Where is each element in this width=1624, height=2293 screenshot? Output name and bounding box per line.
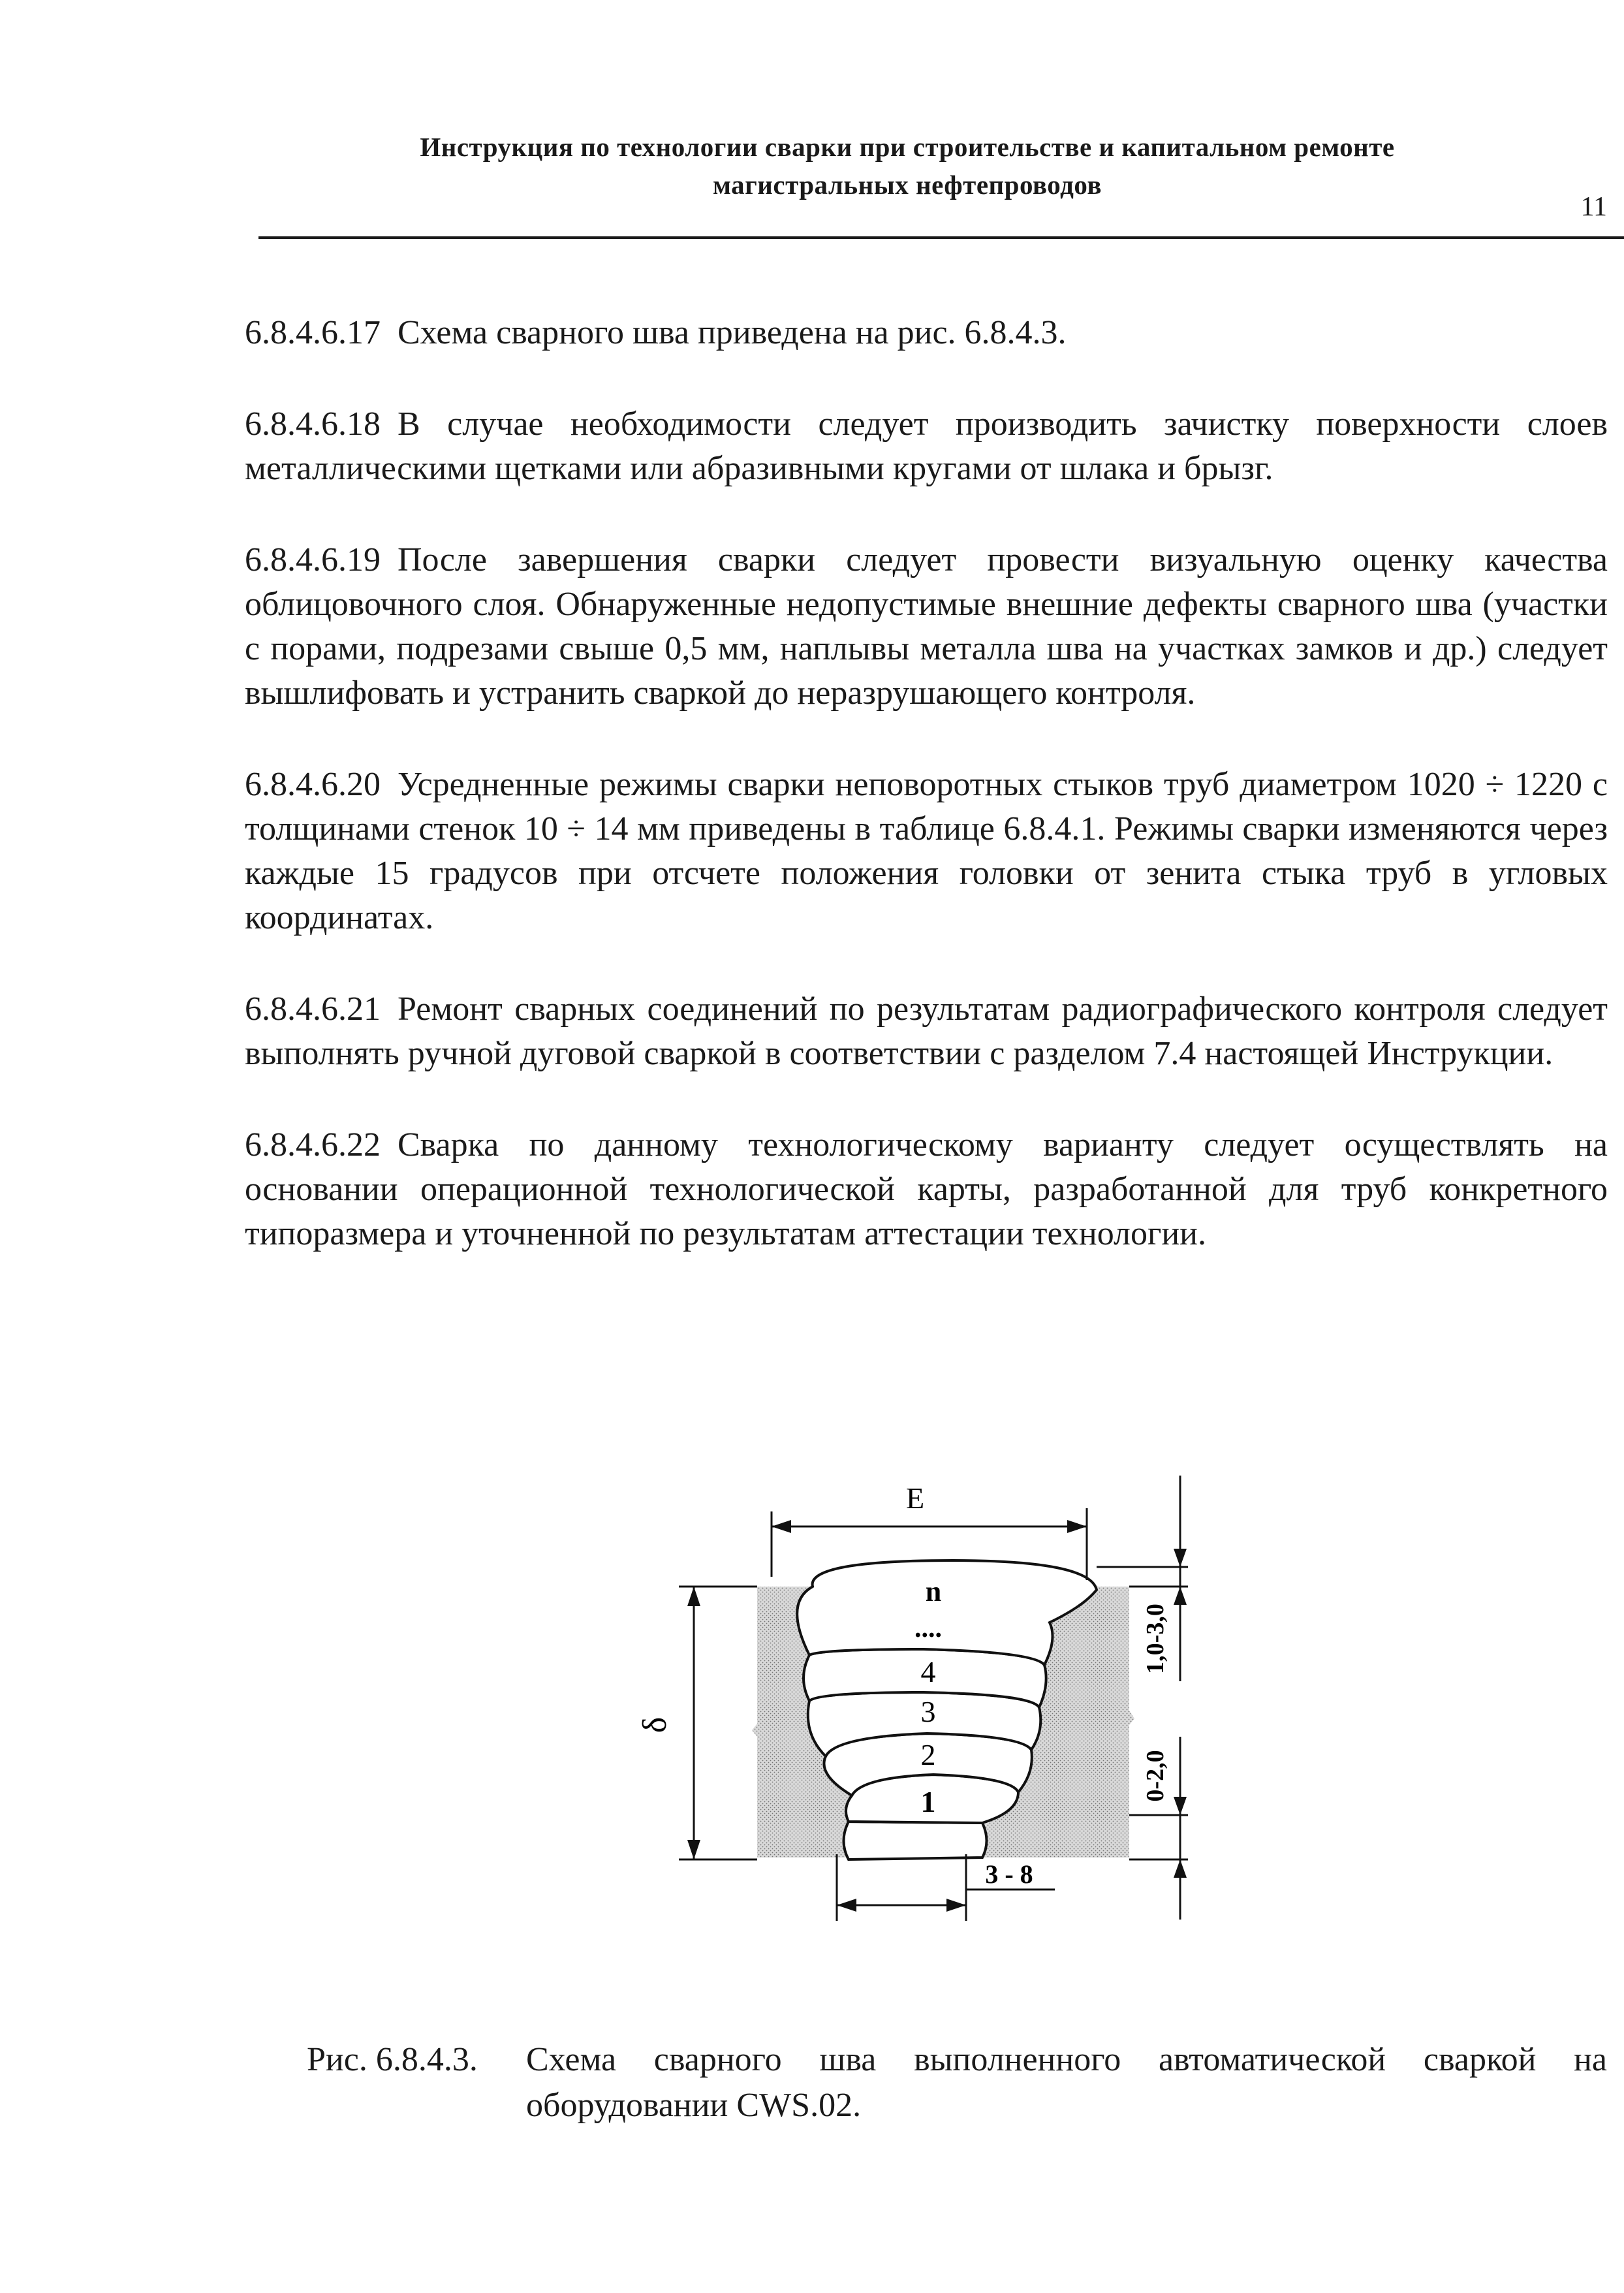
paragraph-number: 6.8.4.6.19 bbox=[245, 541, 381, 578]
paragraph-number: 6.8.4.6.21 bbox=[245, 990, 381, 1028]
pass-label-2: 2 bbox=[920, 1738, 936, 1771]
paragraph-text: Ремонт сварных соединений по результатам радиографического контроля следует выполнять ручной дуговой сваркой в соответствии с разделом 7.4 настоящей Инструкции. bbox=[245, 990, 1608, 1072]
dimension-cap-arrow-up bbox=[1174, 1587, 1187, 1605]
dimension-thickness-arrow-top bbox=[687, 1587, 700, 1606]
dimension-label-e: E bbox=[905, 1481, 925, 1515]
paragraph-text: Сварка по данному технологическому варианту следует осуществлять на основании операционной технологической карты, разработанной для труб конкретного типоразмера и уточненной по результатам аттестации технологии. bbox=[245, 1126, 1608, 1252]
pass-label-4: 4 bbox=[920, 1655, 936, 1688]
paragraph-6-8-4-6-17 bbox=[245, 311, 1608, 355]
pass-label-ellipsis: .... bbox=[914, 1613, 942, 1643]
weld-pass-n bbox=[797, 1560, 1097, 1665]
paragraph-text: В случае необходимости следует производить зачистку поверхности слоев металлическими щетками или абразивными кругами от шлака и брызг. bbox=[245, 405, 1608, 487]
weld-scheme-figure bbox=[627, 1456, 1253, 1952]
paragraph-number: 6.8.4.6.17 bbox=[245, 314, 381, 351]
paragraph-text: Схема сварного шва приведена на рис. 6.8.4.3. bbox=[398, 314, 1067, 351]
pass-label-1: 1 bbox=[920, 1785, 936, 1818]
dimension-label-thickness: δ bbox=[636, 1716, 674, 1733]
paragraph-number: 6.8.4.6.22 bbox=[245, 1126, 381, 1163]
figure-caption bbox=[307, 2037, 1607, 2128]
page-header bbox=[261, 128, 1554, 204]
dimension-label-root-face: 0-2,0 bbox=[1142, 1750, 1169, 1802]
weld-scheme-diagram bbox=[627, 1456, 1253, 1952]
paragraph-text: После завершения сварки следует провести визуальную оценку качества облицовочного слоя. Обнаруженные недопустимые внешние дефекты сварного шва (участки с порами, подрезами свыше 0,5 мм, наплывы металла шва на участках замков и др.) следует вышлифовать и устранить сваркой до неразрушающего контроля. bbox=[245, 541, 1608, 712]
header-title-line-2: магистральных нефтепроводов bbox=[713, 170, 1102, 200]
dimension-label-root-gap: 3 - 8 bbox=[985, 1859, 1033, 1889]
caption-text: Схема сварного шва выполненного автоматической сваркой на оборудовании CWS.02. bbox=[526, 2041, 1607, 2124]
paragraph-6-8-4-6-22 bbox=[245, 1123, 1608, 1256]
caption-label: Рис. 6.8.4.3. bbox=[307, 2041, 478, 2078]
pass-label-n: n bbox=[925, 1575, 942, 1607]
dimension-gap-arrow-right bbox=[946, 1899, 966, 1912]
body-text bbox=[245, 311, 1608, 1303]
dimension-gap-arrow-left bbox=[837, 1899, 856, 1912]
dimension-root-face-arrow-up bbox=[1174, 1859, 1187, 1878]
pass-label-3: 3 bbox=[920, 1695, 936, 1728]
paragraph-6-8-4-6-21 bbox=[245, 987, 1608, 1076]
dimension-label-cap-height: 1,0-3,0 bbox=[1142, 1604, 1169, 1674]
header-title-line-1: Инструкция по технологии сварки при строительстве и капитальном ремонте bbox=[420, 132, 1395, 162]
dimension-cap-arrow-down bbox=[1174, 1549, 1187, 1567]
paragraph-6-8-4-6-19 bbox=[245, 538, 1608, 716]
weld-pass-1 bbox=[844, 1822, 987, 1859]
dimension-e-arrow-right bbox=[1067, 1520, 1087, 1533]
paragraph-text: Усредненные режимы сварки неповоротных стыков труб диаметром 1020 ÷ 1220 с толщинами стенок 10 ÷ 14 мм приведены в таблице 6.8.4.1. Режимы сварки изменяются через каждые 15 градусов при отсчете положения головки от зенита стыка труб в угловых координатах. bbox=[245, 766, 1608, 936]
page-number: 11 bbox=[1580, 192, 1607, 222]
dimension-e-arrow-left bbox=[772, 1520, 791, 1533]
paragraph-number: 6.8.4.6.18 bbox=[245, 405, 381, 443]
header-divider bbox=[258, 236, 1624, 239]
paragraph-number: 6.8.4.6.20 bbox=[245, 766, 381, 803]
paragraph-6-8-4-6-20 bbox=[245, 763, 1608, 940]
paragraph-6-8-4-6-18 bbox=[245, 402, 1608, 491]
dimension-root-face-arrow-down bbox=[1174, 1797, 1187, 1815]
dimension-thickness-arrow-bottom bbox=[687, 1840, 700, 1859]
